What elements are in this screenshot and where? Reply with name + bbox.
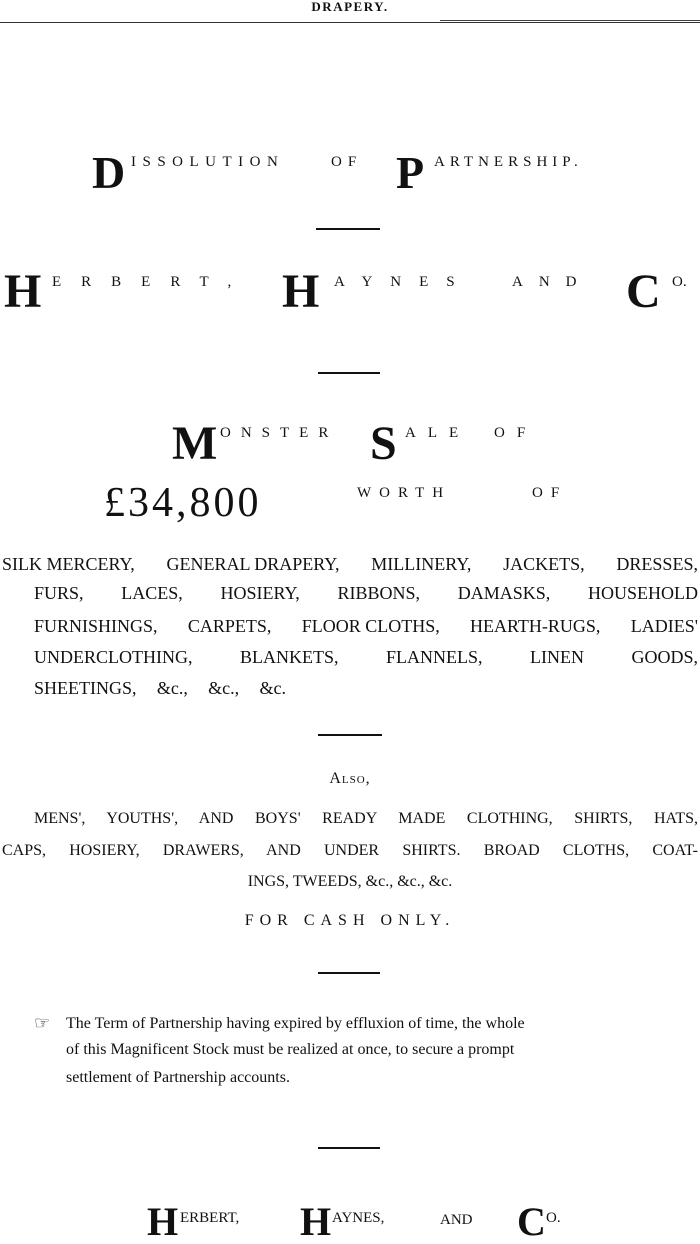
goods-item: LADIES' bbox=[630, 616, 698, 636]
signature-word-herbert: ERBERT, bbox=[180, 1210, 240, 1226]
signature-word-and: AND bbox=[440, 1212, 473, 1228]
goods-item: &c., bbox=[208, 678, 240, 698]
note-line-3: settlement of Partnership accounts. bbox=[66, 1069, 290, 1086]
goods-item: SHEETINGS, bbox=[34, 678, 137, 698]
for-cash-only: FOR CASH ONLY. bbox=[244, 912, 456, 929]
goods-item: GENERAL DRAPERY, bbox=[166, 554, 340, 574]
header-rule-swash bbox=[440, 20, 700, 21]
divider-rule-4 bbox=[318, 972, 380, 974]
goods-line bbox=[34, 674, 286, 702]
signature-initial-c: C bbox=[517, 1199, 546, 1244]
goods-item: &c. bbox=[259, 678, 286, 698]
running-head: DRAPERY. bbox=[311, 0, 389, 14]
goods-line bbox=[34, 579, 698, 607]
goods-item: UNDERCLOTHING, bbox=[34, 647, 193, 667]
goods-item: HOSIERY, bbox=[220, 583, 300, 603]
goods-item: FLANNELS, bbox=[385, 647, 483, 667]
divider-rule-5 bbox=[318, 1147, 380, 1149]
note-line-1: The Term of Partnership having expired by effluxion of time, the whole bbox=[66, 1015, 525, 1032]
clothing-line-1: MENS', YOUTHS', AND BOYS' READY MADE CLOTHING, SHIRTS, HATS, bbox=[34, 810, 698, 827]
goods-item: CARPETS, bbox=[187, 616, 272, 636]
firm-word-herbert: ERBERT, bbox=[52, 274, 252, 290]
monster-word: ONSTER bbox=[220, 425, 339, 441]
divider-rule-1 bbox=[316, 228, 380, 230]
sale-word: ALE bbox=[405, 425, 471, 441]
divider-rule-3 bbox=[318, 734, 382, 736]
firm-word-co: O. bbox=[672, 274, 687, 290]
amount-worth: WORTH bbox=[357, 485, 452, 501]
dissolution-initial: D bbox=[92, 147, 126, 198]
goods-item: SILK MERCERY, bbox=[2, 554, 135, 574]
goods-item: HOUSEHOLD bbox=[587, 583, 698, 603]
sale-initial: S bbox=[370, 417, 397, 470]
goods-item: FURNISHINGS, bbox=[34, 616, 158, 636]
firm-initial-h1: H bbox=[4, 265, 42, 318]
goods-line bbox=[2, 550, 698, 578]
goods-line bbox=[34, 612, 698, 640]
partnership-initial: P bbox=[396, 147, 425, 198]
note-line-2: of this Magnificent Stock must be realized at once, to secure a prompt bbox=[66, 1041, 515, 1058]
goods-line bbox=[34, 643, 698, 671]
signature-word-co: O. bbox=[546, 1210, 561, 1226]
goods-item: &c., bbox=[156, 678, 188, 698]
monster-of: OF bbox=[494, 425, 538, 441]
goods-item: GOODS, bbox=[631, 647, 698, 667]
clothing-line-2: CAPS, HOSIERY, DRAWERS, AND UNDER SHIRTS. BROAD CLOTHS, COAT- bbox=[2, 842, 698, 859]
goods-item: FLOOR CLOTHS, bbox=[301, 616, 440, 636]
dissolution-of: OF bbox=[331, 154, 363, 170]
amount-of: OF bbox=[532, 485, 568, 501]
dissolution-word: ISSOLUTION bbox=[131, 154, 285, 170]
goods-item: RIBBONS, bbox=[337, 583, 420, 603]
goods-item: BLANKETS, bbox=[239, 647, 339, 667]
firm-initial-c: C bbox=[626, 265, 661, 318]
goods-item: DAMASKS, bbox=[457, 583, 551, 603]
partnership-word: ARTNERSHIP. bbox=[434, 154, 583, 170]
signature-word-haynes: AYNES, bbox=[332, 1210, 385, 1226]
goods-item: LACES, bbox=[121, 583, 183, 603]
sale-amount: £34,800 bbox=[104, 480, 262, 526]
signature-initial-h1: H bbox=[147, 1199, 179, 1244]
goods-item: FURS, bbox=[34, 583, 84, 603]
firm-initial-h2: H bbox=[282, 265, 320, 318]
header-rule bbox=[0, 22, 700, 23]
divider-rule-2 bbox=[318, 372, 380, 374]
goods-item: LINEN bbox=[530, 647, 584, 667]
goods-item: HEARTH-RUGS, bbox=[470, 616, 601, 636]
goods-item: JACKETS, bbox=[503, 554, 585, 574]
signature-initial-h2: H bbox=[300, 1199, 332, 1244]
goods-item: MILLINERY, bbox=[371, 554, 472, 574]
monster-initial: M bbox=[172, 417, 218, 470]
goods-item: DRESSES, bbox=[616, 554, 698, 574]
firm-word-and: AND bbox=[512, 274, 593, 290]
firm-word-haynes: AYNES bbox=[334, 274, 473, 290]
also-label: Also, bbox=[329, 770, 371, 787]
pointing-hand-icon: ☞ bbox=[34, 1013, 51, 1033]
clothing-line-3: INGS, TWEEDS, &c., &c., &c. bbox=[247, 873, 453, 890]
